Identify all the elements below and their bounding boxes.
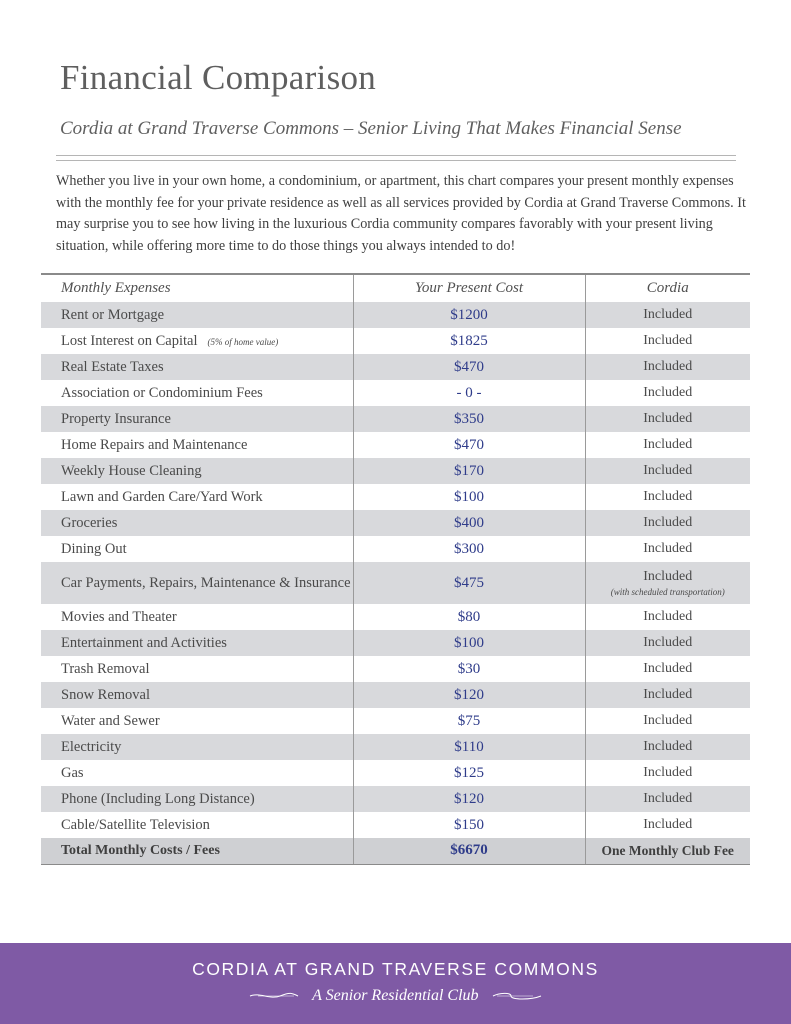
- cordia-value: [585, 760, 750, 786]
- expense-label: Lost Interest on Capital: [61, 332, 198, 349]
- expense-name: [41, 760, 353, 786]
- expense-label: Car Payments, Repairs, Maintenance & Insurance: [61, 574, 351, 591]
- cordia-value: [585, 510, 750, 536]
- expense-label: Groceries: [61, 514, 118, 531]
- present-cost: $110: [353, 734, 585, 760]
- present-cost: $350: [353, 406, 585, 432]
- cordia-value: [585, 458, 750, 484]
- cordia-value: [585, 786, 750, 812]
- footer-tagline: A Senior Residential Club: [312, 987, 479, 1004]
- expense-name: [41, 406, 353, 432]
- cordia-label: Included: [643, 307, 693, 322]
- table-header-row: [41, 274, 750, 302]
- header-monthly-expenses: Monthly Expenses: [41, 274, 353, 302]
- expense-name: [41, 682, 353, 708]
- page-title: Financial Comparison: [60, 58, 377, 97]
- table-row: [41, 734, 750, 760]
- cordia-note: (with scheduled transportation): [610, 587, 725, 597]
- present-cost: $470: [353, 354, 585, 380]
- expense-name: [41, 812, 353, 838]
- present-cost: $1825: [353, 328, 585, 354]
- expense-label: Weekly House Cleaning: [61, 462, 202, 479]
- cordia-label: Included: [643, 411, 693, 426]
- table-row: [41, 458, 750, 484]
- expense-name: [41, 328, 353, 354]
- table-row: [41, 630, 750, 656]
- table-row: [41, 380, 750, 406]
- cordia-label: Included: [643, 687, 693, 702]
- table-row: [41, 510, 750, 536]
- expense-label: Real Estate Taxes: [61, 358, 164, 375]
- table-row: [41, 484, 750, 510]
- table-row: [41, 760, 750, 786]
- page-subtitle: Cordia at Grand Traverse Commons – Senior Living That Makes Financial Sense: [60, 118, 682, 139]
- cordia-label: Included: [643, 463, 693, 478]
- footer-tagline-wrap: [0, 987, 791, 1005]
- expense-label: Entertainment and Activities: [61, 634, 227, 651]
- present-cost: $170: [353, 458, 585, 484]
- present-cost: - 0 -: [353, 380, 585, 406]
- table-row: [41, 354, 750, 380]
- present-cost: $470: [353, 432, 585, 458]
- cordia-label: Included: [643, 515, 693, 530]
- table-row: [41, 536, 750, 562]
- expense-label: Home Repairs and Maintenance: [61, 436, 248, 453]
- expense-label: Movies and Theater: [61, 608, 177, 625]
- expense-name: [41, 630, 353, 656]
- cordia-label: Included: [643, 791, 693, 806]
- cordia-value: [585, 354, 750, 380]
- cordia-label: Included: [643, 385, 693, 400]
- present-cost: $100: [353, 484, 585, 510]
- expense-note: (5% of home value): [207, 336, 279, 347]
- header-cordia: Cordia: [646, 280, 689, 296]
- table-row: [41, 302, 750, 328]
- present-cost: $30: [353, 656, 585, 682]
- expense-name: [41, 656, 353, 682]
- table-row: [41, 708, 750, 734]
- table-row: [41, 328, 750, 354]
- expense-label: Snow Removal: [61, 686, 151, 703]
- expense-name: [41, 536, 353, 562]
- expense-name: [41, 786, 353, 812]
- cordia-value: [585, 380, 750, 406]
- present-cost: $125: [353, 760, 585, 786]
- expense-name: [41, 604, 353, 630]
- cordia-value: [585, 328, 750, 354]
- table-row: [41, 406, 750, 432]
- total-label: Total Monthly Costs / Fees: [41, 838, 353, 864]
- cordia-value: [585, 812, 750, 838]
- present-cost: $75: [353, 708, 585, 734]
- present-cost: $120: [353, 786, 585, 812]
- cordia-value: [585, 604, 750, 630]
- cordia-value: [585, 562, 750, 604]
- table-row: [41, 432, 750, 458]
- present-cost: $300: [353, 536, 585, 562]
- cordia-label: Included: [643, 569, 693, 584]
- flourish-left-icon: [248, 991, 300, 1001]
- table-row: [41, 812, 750, 838]
- header-present-cost: Your Present Cost: [353, 274, 585, 302]
- expense-label: Rent or Mortgage: [61, 306, 165, 323]
- expense-label: Electricity: [61, 738, 122, 755]
- cordia-value: [585, 432, 750, 458]
- expense-name: [41, 432, 353, 458]
- cordia-value: [585, 682, 750, 708]
- footer-brand: CORDIA AT GRAND TRAVERSE COMMONS: [192, 959, 599, 979]
- cordia-value: [585, 302, 750, 328]
- table-body: [41, 302, 750, 838]
- expense-label: Cable/Satellite Television: [61, 816, 210, 833]
- cordia-label: Included: [643, 635, 693, 650]
- expense-name: [41, 734, 353, 760]
- intro-paragraph: Whether you live in your own home, a condominium, or apartment, this chart compares your present monthly expenses with the monthly fee for your private residence as well as all services provided by Cordia at Grand Traverse Commons. It may surprise you to see how living in the luxurious Cordia community compares favorably with your present living situation, while offering more time to do those things you always intended to do!: [56, 173, 746, 254]
- total-cordia: One Monthly Club Fee: [585, 838, 750, 864]
- expense-label: Dining Out: [61, 540, 127, 557]
- present-cost: $120: [353, 682, 585, 708]
- header-divider: [56, 155, 736, 161]
- total-cost: $6670: [353, 838, 585, 864]
- cordia-label: Included: [643, 489, 693, 504]
- cordia-value: [585, 734, 750, 760]
- expense-name: [41, 302, 353, 328]
- cordia-label: Included: [643, 333, 693, 348]
- cordia-value: [585, 536, 750, 562]
- total-row: [41, 838, 750, 864]
- cordia-value: [585, 656, 750, 682]
- present-cost: $475: [353, 562, 585, 604]
- present-cost: $100: [353, 630, 585, 656]
- expense-label: Property Insurance: [61, 410, 171, 427]
- cordia-value: [585, 406, 750, 432]
- table-row: [41, 656, 750, 682]
- cordia-label: Included: [643, 437, 693, 452]
- expense-label: Water and Sewer: [61, 712, 160, 729]
- expense-label: Phone (Including Long Distance): [61, 790, 255, 807]
- comparison-table: [41, 273, 750, 865]
- expense-name: [41, 510, 353, 536]
- cordia-label: Included: [643, 661, 693, 676]
- cordia-label: Included: [643, 609, 693, 624]
- cordia-label: Included: [643, 739, 693, 754]
- table-row: [41, 682, 750, 708]
- cordia-value: [585, 630, 750, 656]
- cordia-label: Included: [643, 817, 693, 832]
- present-cost: $80: [353, 604, 585, 630]
- expense-name: [41, 562, 353, 604]
- cordia-label: Included: [643, 541, 693, 556]
- expense-label: Lawn and Garden Care/Yard Work: [61, 488, 263, 505]
- cordia-label: Included: [643, 359, 693, 374]
- table-row: [41, 562, 750, 604]
- expense-name: [41, 458, 353, 484]
- expense-label: Association or Condominium Fees: [61, 384, 263, 401]
- cordia-label: Included: [643, 765, 693, 780]
- expense-label: Gas: [61, 764, 84, 781]
- cordia-value: [585, 708, 750, 734]
- present-cost: $1200: [353, 302, 585, 328]
- present-cost: $400: [353, 510, 585, 536]
- cordia-value: [585, 484, 750, 510]
- footer-banner: [0, 943, 791, 1024]
- expense-name: [41, 380, 353, 406]
- expense-label: Trash Removal: [61, 660, 150, 677]
- expense-name: [41, 354, 353, 380]
- table-row: [41, 786, 750, 812]
- flourish-right-icon: [491, 991, 543, 1001]
- table-row: [41, 604, 750, 630]
- cordia-label: Included: [643, 713, 693, 728]
- present-cost: $150: [353, 812, 585, 838]
- expense-name: [41, 484, 353, 510]
- expense-name: [41, 708, 353, 734]
